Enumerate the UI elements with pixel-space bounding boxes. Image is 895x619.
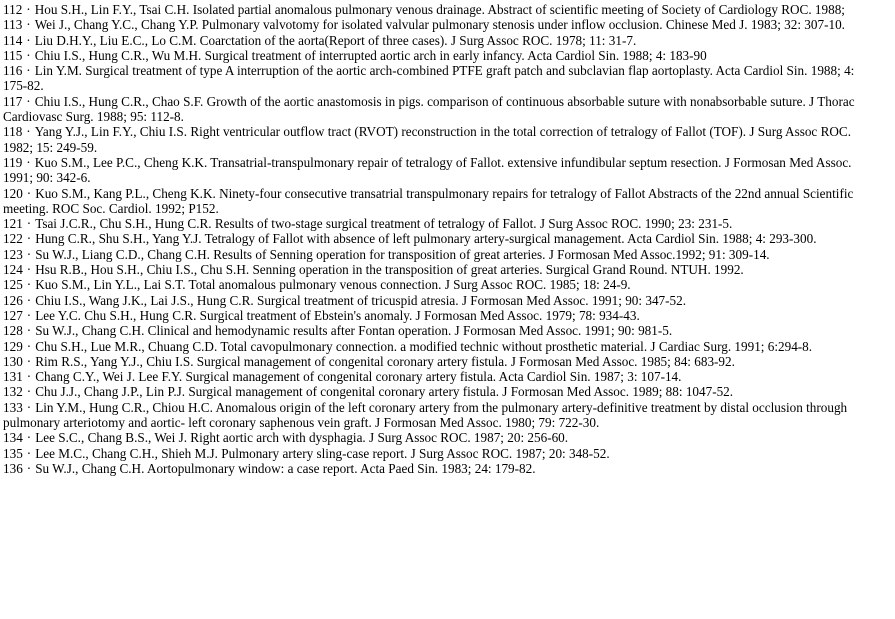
reference-item: 129 · Chu S.H., Lue M.R., Chuang C.D. Total cavopulmonary connection. a modified technic without prosthetic material. J Cardiac Surg. 1991; 6:294-8.: [3, 338, 813, 354]
reference-number: 119: [3, 154, 23, 170]
reference-text: Lin Y.M., Hung C.R., Chiou H.C. Anomalous origin of the left coronary artery from the pulmonary artery-definitive treatment by distal occlusion through pulmonary arteriotomy and aortic- left coronary saphenous vein graft. J Formosan Med Assoc. 1980; 79: 722-30.: [3, 399, 848, 431]
reference-number: 125: [3, 277, 23, 293]
reference-text: Chiu I.S., Hung C.R., Chao S.F. Growth of the aortic anastomosis in pigs. comparison of continuous absorbable suture with nonabsorbable suture. J Thorac Cardiovasc Surg. 1988; 95: 112-8.: [3, 93, 855, 125]
reference-number: 128: [3, 323, 23, 339]
reference-text: Chu J.J., Chang J.P., Lin P.J. Surgical management of congenital coronary artery fistula. J Formosan Med Assoc. 1989; 88: 1047-52.: [35, 384, 734, 400]
reference-number: 124: [3, 262, 23, 278]
reference-item: 131 · Chang C.Y., Wei J. Lee F.Y. Surgical management of congenital coronary artery fistula. Acta Cardiol Sin. 1987; 3: 107-14.: [3, 369, 682, 385]
reference-text: Chiu I.S., Wang J.K., Lai J.S., Hung C.R. Surgical treatment of tricuspid atresia. J Formosan Med Assoc. 1991; 90: 347-52.: [35, 292, 687, 308]
reference-number: 123: [3, 246, 23, 262]
reference-item: 134 · Lee S.C., Chang B.S., Wei J. Right aortic arch with dysphagia. J Surg Assoc ROC. 1987; 20: 256-60.: [3, 430, 569, 446]
reference-text: Hung C.R., Shu S.H., Yang Y.J. Tetralogy of Fallot with absence of left pulmonary artery-surgical management. Acta Cardiol Sin. 1988; 4: 293-300.: [35, 231, 817, 247]
reference-item: 113 · Wei J., Chang Y.C., Chang Y.P. Pulmonary valvotomy for isolated valvular pulmonary stenosis under inflow occlusion. Chinese Med J. 1983; 32: 307-10.: [3, 17, 845, 33]
reference-text: Rim R.S., Yang Y.J., Chiu I.S. Surgical management of congenital coronary artery fistula. J Formosan Med Assoc. 1985; 84: 683-92.: [35, 353, 735, 369]
reference-item: 123 · Su W.J., Liang C.D., Chang C.H. Results of Senning operation for transposition of great arteries. J Formosan Med Assoc.1992; 91: 309-14.: [3, 246, 770, 262]
reference-text: Lee M.C., Chang C.H., Shieh M.J. Pulmonary artery sling-case report. J Surg Assoc ROC. 1987; 20: 348-52.: [35, 445, 610, 461]
reference-number: 126: [3, 292, 23, 308]
reference-item: 119 · Kuo S.M., Lee P.C., Cheng K.K. Transatrial-transpulmonary repair of tetralogy of Fallot. extensive infundibular septum resection. J Formosan Med Assoc. 1991; 90: 342-6.: [3, 154, 852, 186]
reference-number: 118: [3, 124, 23, 140]
reference-item: 118 · Yang Y.J., Lin F.Y., Chiu I.S. Right ventricular outflow tract (RVOT) reconstruction in the total correction of tetralogy of Fallot (TOF). J Surg Assoc ROC. 1982; 15: 249-59.: [3, 124, 851, 155]
reference-item: 128 · Su W.J., Chang C.H. Clinical and hemodynamic results after Fontan operation. J Formosan Med Assoc. 1991; 90: 981-5.: [3, 323, 673, 339]
reference-number: 112: [3, 2, 23, 17]
reference-number: 130: [3, 353, 23, 369]
reference-number: 114: [3, 32, 23, 48]
reference-item: 115 · Chiu I.S., Hung C.R., Wu M.H. Surgical treatment of interrupted aortic arch in early infancy. Acta Cardiol Sin. 1988; 4: 183-90: [3, 47, 707, 63]
reference-number: 136: [3, 460, 23, 476]
reference-number: 113: [3, 17, 23, 33]
reference-text: Chu S.H., Lue M.R., Chuang C.D. Total cavopulmonary connection. a modified technic without prosthetic material. J Cardiac Surg. 1991; 6:294-8.: [35, 338, 813, 354]
reference-number: 121: [3, 216, 23, 232]
reference-number: 116: [3, 63, 23, 79]
reference-text: Kuo S.M., Kang P.L., Cheng K.K. Ninety-four consecutive transatrial transpulmonary repairs for tetralogy of Fallot Abstracts of the 22nd annual Scientific meeting. ROC Soc. Cardiol. 1992; P152.: [3, 185, 854, 216]
reference-item: 126 · Chiu I.S., Wang J.K., Lai J.S., Hung C.R. Surgical treatment of tricuspid atresia. J Formosan Med Assoc. 1991; 90: 347-52.: [3, 292, 687, 308]
reference-item: 117 · Chiu I.S., Hung C.R., Chao S.F. Growth of the aortic anastomosis in pigs. comparison of continuous absorbable suture with nonabsorbable suture. J Thorac Cardiovasc Surg. 1988; 95: 112-8.: [3, 93, 855, 125]
reference-text: Liu D.H.Y., Liu E.C., Lo C.M. Coarctation of the aorta(Report of three cases). J Surg Assoc ROC. 1978; 11: 31-7.: [34, 32, 637, 48]
reference-text: Su W.J., Chang C.H. Clinical and hemodynamic results after Fontan operation. J Formosan Med Assoc. 1991; 90: 981-5.: [35, 323, 673, 339]
reference-number: 129: [3, 338, 23, 354]
reference-number: 135: [3, 445, 23, 461]
reference-text: Wei J., Chang Y.C., Chang Y.P. Pulmonary valvotomy for isolated valvular pulmonary stenosis under inflow occlusion. Chinese Med J. 1983; 32: 307-10.: [34, 17, 845, 33]
reference-text: Hou S.H., Lin F.Y., Tsai C.H. Isolated partial anomalous pulmonary venous drainage. Abstract of scientific meeting of Society of Cardiology ROC. 1988;: [34, 2, 845, 17]
reference-item: 127 · Lee Y.C. Chu S.H., Hung C.R. Surgical treatment of Ebstein's anomaly. J Formosan Med Assoc. 1979; 78: 934-43.: [3, 307, 640, 323]
reference-item: 125 · Kuo S.M., Lin Y.L., Lai S.T. Total anomalous pulmonary venous connection. J Surg Assoc ROC. 1985; 18: 24-9.: [3, 277, 631, 293]
reference-number: 122: [3, 231, 23, 247]
reference-text: Lee S.C., Chang B.S., Wei J. Right aortic arch with dysphagia. J Surg Assoc ROC. 1987; 20: 256-60.: [35, 430, 569, 446]
reference-text: Chang C.Y., Wei J. Lee F.Y. Surgical management of congenital coronary artery fistula. Acta Cardiol Sin. 1987; 3: 107-14.: [35, 369, 682, 385]
reference-text: Su W.J., Chang C.H. Aortopulmonary window: a case report. Acta Paed Sin. 1983; 24: 179-82.: [35, 460, 536, 476]
reference-number: 117: [3, 93, 23, 109]
reference-number: 133: [3, 399, 23, 415]
reference-text: Kuo S.M., Lin Y.L., Lai S.T. Total anomalous pulmonary venous connection. J Surg Assoc ROC. 1985; 18: 24-9.: [35, 277, 631, 293]
reference-item: 124 · Hsu R.B., Hou S.H., Chiu I.S., Chu S.H. Senning operation in the transposition of great arteries. Surgical Grand Round. NTUH. 1992.: [3, 262, 744, 278]
reference-number: 132: [3, 384, 23, 400]
reference-item: 120 · Kuo S.M., Kang P.L., Cheng K.K. Ninety-four consecutive transatrial transpulmonary repairs for tetralogy of Fallot Abstracts of the 22nd annual Scientific meeting. ROC Soc. Cardiol. 1992; P152.: [3, 185, 854, 216]
reference-item: 116 · Lin Y.M. Surgical treatment of type A interruption of the aortic arch-combined PTFE graft patch and subclavian flap aortoplasty. Acta Cardiol Sin. 1988; 4: 175-82.: [3, 63, 855, 94]
reference-text: Lin Y.M. Surgical treatment of type A interruption of the aortic arch-combined PTFE graft patch and subclavian flap aortoplasty. Acta Cardiol Sin. 1988; 4: 175-82.: [3, 63, 855, 94]
reference-text: Chiu I.S., Hung C.R., Wu M.H. Surgical treatment of interrupted aortic arch in early infancy. Acta Cardiol Sin. 1988; 4: 183-90: [34, 47, 707, 63]
reference-item: 121 · Tsai J.C.R., Chu S.H., Hung C.R. Results of two-stage surgical treatment of tetralogy of Fallot. J Surg Assoc ROC. 1990; 23: 231-5.: [3, 216, 733, 232]
reference-text: Tsai J.C.R., Chu S.H., Hung C.R. Results of two-stage surgical treatment of tetralogy of Fallot. J Surg Assoc ROC. 1990; 23: 231-5.: [35, 216, 733, 232]
reference-item: 114 · Liu D.H.Y., Liu E.C., Lo C.M. Coarctation of the aorta(Report of three cases). J Surg Assoc ROC. 1978; 11: 31-7.: [3, 32, 637, 48]
reference-number: 120: [3, 185, 23, 201]
reference-item: 133 · Lin Y.M., Hung C.R., Chiou H.C. Anomalous origin of the left coronary artery from the pulmonary artery-definitive treatment by distal occlusion through pulmonary arteriotomy and aortic- left coronary saphenous vein graft. J Formosan Med Assoc. 1980; 79: 722-30.: [3, 399, 848, 431]
reference-item: 112 · Hou S.H., Lin F.Y., Tsai C.H. Isolated partial anomalous pulmonary venous drainage. Abstract of scientific meeting of Society of Cardiology ROC. 1988;: [3, 2, 845, 17]
reference-item: 130 · Rim R.S., Yang Y.J., Chiu I.S. Surgical management of congenital coronary artery fistula. J Formosan Med Assoc. 1985; 84: 683-92.: [3, 353, 735, 369]
reference-item: 122 · Hung C.R., Shu S.H., Yang Y.J. Tetralogy of Fallot with absence of left pulmonary artery-surgical management. Acta Cardiol Sin. 1988; 4: 293-300.: [3, 231, 817, 247]
reference-number: 134: [3, 430, 23, 446]
reference-number: 115: [3, 47, 23, 63]
reference-item: 132 · Chu J.J., Chang J.P., Lin P.J. Surgical management of congenital coronary artery fistula. J Formosan Med Assoc. 1989; 88: 1047-52.: [3, 384, 734, 400]
reference-item: 136 · Su W.J., Chang C.H. Aortopulmonary window: a case report. Acta Paed Sin. 1983; 24: 179-82.: [3, 460, 536, 476]
reference-text: Su W.J., Liang C.D., Chang C.H. Results of Senning operation for transposition of great arteries. J Formosan Med Assoc.1992; 91: 309-14.: [35, 246, 770, 262]
reference-number: 131: [3, 369, 23, 385]
reference-item: 135 · Lee M.C., Chang C.H., Shieh M.J. Pulmonary artery sling-case report. J Surg Assoc ROC. 1987; 20: 348-52.: [3, 445, 610, 461]
reference-text: Yang Y.J., Lin F.Y., Chiu I.S. Right ventricular outflow tract (RVOT) reconstruction in the total correction of tetralogy of Fallot (TOF). J Surg Assoc ROC. 1982; 15: 249-59.: [3, 124, 851, 155]
reference-text: Kuo S.M., Lee P.C., Cheng K.K. Transatrial-transpulmonary repair of tetralogy of Fallot. extensive infundibular septum resection. J Formosan Med Assoc. 1991; 90: 342-6.: [3, 154, 852, 186]
reference-text: Lee Y.C. Chu S.H., Hung C.R. Surgical treatment of Ebstein's anomaly. J Formosan Med Assoc. 1979; 78: 934-43.: [35, 307, 640, 323]
reference-number: 127: [3, 307, 23, 323]
reference-text: Hsu R.B., Hou S.H., Chiu I.S., Chu S.H. Senning operation in the transposition of great arteries. Surgical Grand Round. NTUH. 1992.: [35, 262, 744, 278]
